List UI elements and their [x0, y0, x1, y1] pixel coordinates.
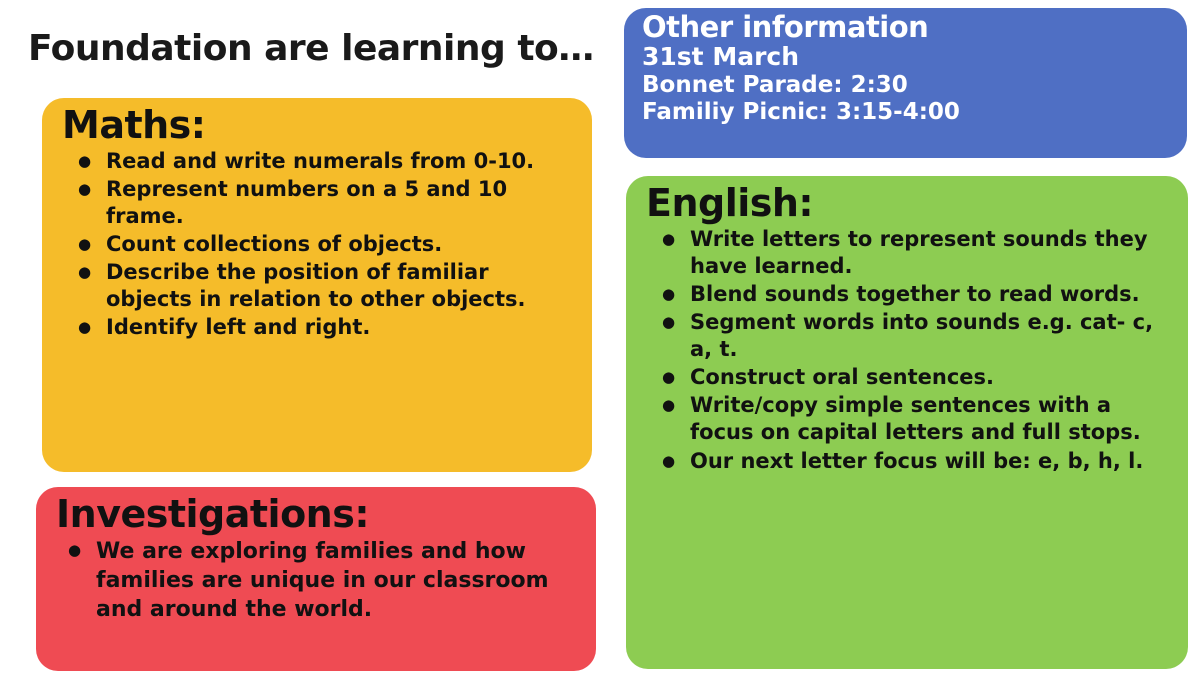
right-column: [612, 0, 1200, 691]
other-information-line: Familiy Picnic: 3:15-4:00: [642, 99, 960, 126]
list-item: ● Describe the position of familiar objects in relation to other objects.: [76, 259, 576, 313]
list-item: ● Blend sounds together to read words.: [660, 281, 1172, 308]
list-item: ● Write letters to represent sounds they have learned.: [660, 226, 1172, 280]
investigations-list: [36, 537, 596, 624]
other-information-line: Bonnet Parade: 2:30: [642, 71, 908, 98]
list-item: ● Segment words into sounds e.g. cat- c, a, t.: [660, 309, 1172, 363]
investigations-card: [36, 487, 596, 671]
list-item: ● Represent numbers on a 5 and 10 frame.: [76, 176, 576, 230]
list-item: ● We are exploring families and how families are unique in our classroom and around the world.: [66, 537, 580, 624]
list-item: ● Count collections of objects.: [76, 231, 576, 258]
maths-card: [42, 98, 592, 472]
investigations-heading: Investigations:: [56, 492, 370, 536]
other-information-date: 31st March: [642, 42, 800, 72]
list-item: ● Write/copy simple sentences with a focus on capital letters and full stops.: [660, 392, 1172, 446]
english-list: [626, 226, 1188, 475]
maths-heading: Maths:: [62, 103, 206, 147]
list-item: ● Our next letter focus will be: e, b, h, l.: [660, 448, 1172, 475]
list-item: ● Identify left and right.: [76, 314, 576, 341]
other-information-heading: Other information: [642, 10, 929, 44]
maths-list: [42, 148, 592, 342]
english-heading: English:: [646, 181, 814, 225]
page-title: Foundation are learning to…: [28, 28, 594, 69]
list-item: ● Read and write numerals from 0-10.: [76, 148, 576, 175]
other-information-card: [624, 8, 1187, 158]
other-information-lines: [624, 42, 1187, 126]
list-item: ● Construct oral sentences.: [660, 364, 1172, 391]
english-card: [626, 176, 1188, 669]
